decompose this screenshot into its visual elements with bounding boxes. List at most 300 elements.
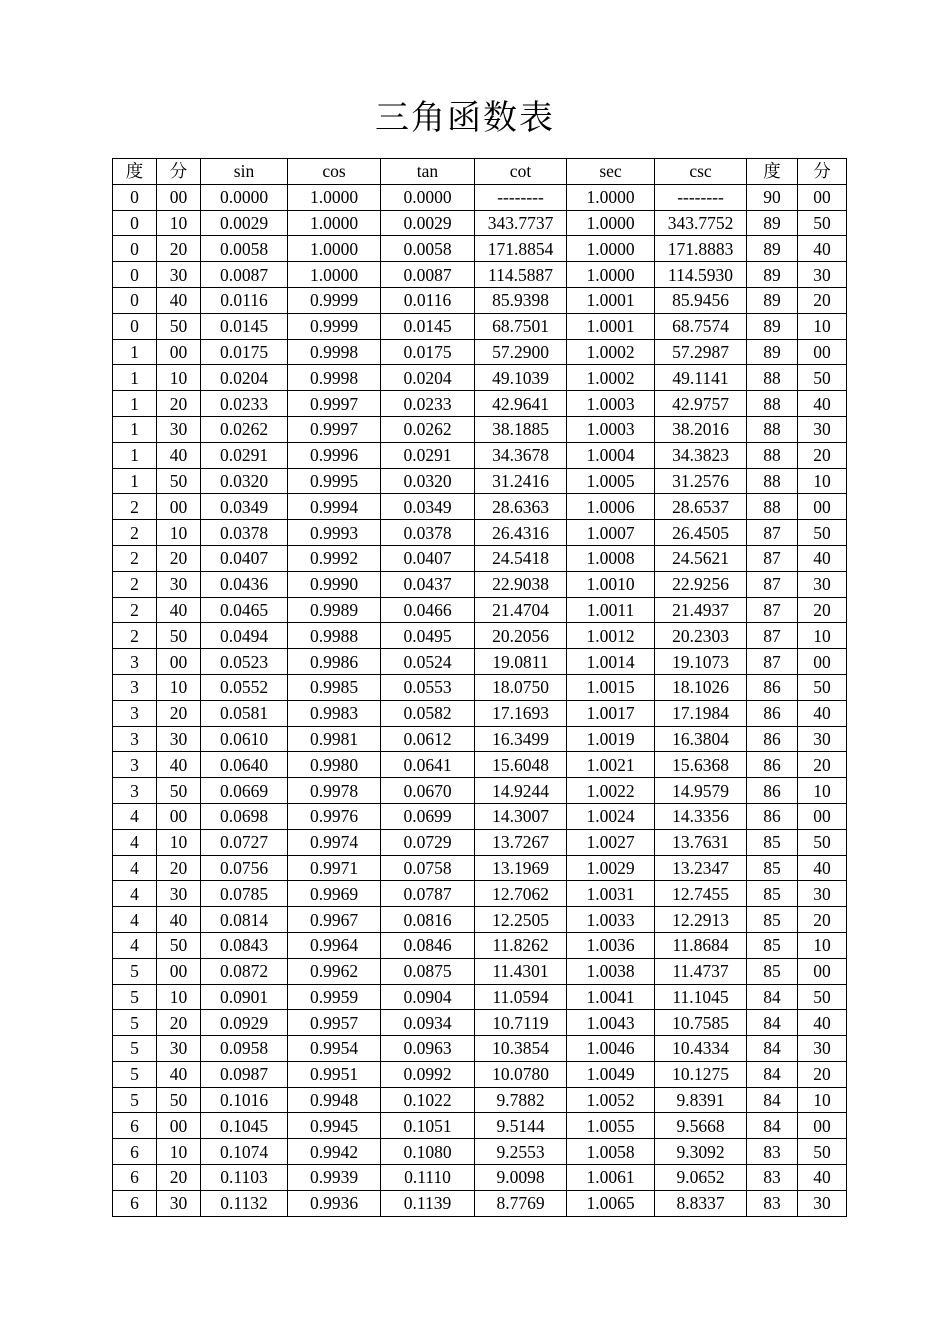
tan-cell: 0.0116 bbox=[381, 287, 475, 313]
cos-cell: 0.9948 bbox=[288, 1087, 381, 1113]
complement-degree-cell: 88 bbox=[747, 468, 798, 494]
sin-cell: 0.1045 bbox=[201, 1113, 288, 1139]
cot-cell: 9.5144 bbox=[475, 1113, 567, 1139]
minute-cell: 50 bbox=[157, 932, 201, 958]
minute-cell: 00 bbox=[157, 803, 201, 829]
complement-minute-cell: 40 bbox=[798, 236, 847, 262]
cot-cell: 10.7119 bbox=[475, 1010, 567, 1036]
minute-cell: 40 bbox=[157, 442, 201, 468]
table-row bbox=[113, 1087, 847, 1113]
sec-cell: 1.0029 bbox=[567, 855, 655, 881]
complement-degree-cell: 88 bbox=[747, 416, 798, 442]
cot-cell: 9.0098 bbox=[475, 1165, 567, 1191]
minute-cell: 30 bbox=[157, 571, 201, 597]
complement-degree-cell: 83 bbox=[747, 1139, 798, 1165]
complement-minute-cell: 30 bbox=[798, 1190, 847, 1216]
sin-cell: 0.0262 bbox=[201, 416, 288, 442]
minute-cell: 10 bbox=[157, 984, 201, 1010]
cot-cell: 57.2900 bbox=[475, 339, 567, 365]
minute-cell: 10 bbox=[157, 829, 201, 855]
tan-cell: 0.0087 bbox=[381, 262, 475, 288]
cot-cell: 16.3499 bbox=[475, 726, 567, 752]
degree-cell: 1 bbox=[113, 442, 157, 468]
complement-minute-cell: 10 bbox=[798, 468, 847, 494]
cot-cell: 17.1693 bbox=[475, 700, 567, 726]
complement-minute-cell: 50 bbox=[798, 829, 847, 855]
degree-cell: 5 bbox=[113, 958, 157, 984]
tan-cell: 0.0378 bbox=[381, 520, 475, 546]
degree-cell: 0 bbox=[113, 184, 157, 210]
sin-cell: 0.0552 bbox=[201, 674, 288, 700]
degree-cell: 2 bbox=[113, 571, 157, 597]
cos-cell: 0.9945 bbox=[288, 1113, 381, 1139]
cot-cell: 34.3678 bbox=[475, 442, 567, 468]
csc-cell: 13.2347 bbox=[655, 855, 747, 881]
cos-cell: 0.9997 bbox=[288, 416, 381, 442]
sec-cell: 1.0052 bbox=[567, 1087, 655, 1113]
tan-cell: 0.0758 bbox=[381, 855, 475, 881]
complement-degree-cell: 87 bbox=[747, 571, 798, 597]
cos-cell: 0.9998 bbox=[288, 339, 381, 365]
cos-cell: 0.9976 bbox=[288, 803, 381, 829]
sin-cell: 0.0029 bbox=[201, 210, 288, 236]
csc-cell: 11.8684 bbox=[655, 932, 747, 958]
table-row bbox=[113, 1139, 847, 1165]
complement-degree-cell: 87 bbox=[747, 545, 798, 571]
table-row bbox=[113, 365, 847, 391]
csc-cell: 9.5668 bbox=[655, 1113, 747, 1139]
table-row bbox=[113, 416, 847, 442]
tan-cell: 0.0495 bbox=[381, 623, 475, 649]
sin-cell: 0.0349 bbox=[201, 494, 288, 520]
complement-minute-cell: 20 bbox=[798, 287, 847, 313]
tan-cell: 0.0291 bbox=[381, 442, 475, 468]
table-row bbox=[113, 649, 847, 675]
minute-cell: 50 bbox=[157, 623, 201, 649]
csc-cell: 9.8391 bbox=[655, 1087, 747, 1113]
complement-minute-cell: 20 bbox=[798, 597, 847, 623]
csc-cell: 11.1045 bbox=[655, 984, 747, 1010]
degree-cell: 2 bbox=[113, 597, 157, 623]
table-row bbox=[113, 726, 847, 752]
csc-cell: 31.2576 bbox=[655, 468, 747, 494]
sec-cell: 1.0000 bbox=[567, 236, 655, 262]
minute-cell: 40 bbox=[157, 752, 201, 778]
csc-cell: 38.2016 bbox=[655, 416, 747, 442]
sec-cell: 1.0038 bbox=[567, 958, 655, 984]
csc-cell: 18.1026 bbox=[655, 674, 747, 700]
degree-cell: 6 bbox=[113, 1139, 157, 1165]
cos-cell: 0.9942 bbox=[288, 1139, 381, 1165]
csc-cell: 8.8337 bbox=[655, 1190, 747, 1216]
sin-cell: 0.0116 bbox=[201, 287, 288, 313]
sin-cell: 0.0581 bbox=[201, 700, 288, 726]
degree-cell: 3 bbox=[113, 752, 157, 778]
cos-cell: 0.9992 bbox=[288, 545, 381, 571]
table-row bbox=[113, 597, 847, 623]
complement-minute-cell: 00 bbox=[798, 494, 847, 520]
complement-minute-cell: 10 bbox=[798, 932, 847, 958]
sec-cell: 1.0027 bbox=[567, 829, 655, 855]
header-cos: cos bbox=[288, 159, 381, 185]
complement-minute-cell: 10 bbox=[798, 1087, 847, 1113]
csc-cell: 85.9456 bbox=[655, 287, 747, 313]
cot-cell: 19.0811 bbox=[475, 649, 567, 675]
cot-cell: 11.0594 bbox=[475, 984, 567, 1010]
table-row bbox=[113, 210, 847, 236]
degree-cell: 4 bbox=[113, 803, 157, 829]
tan-cell: 0.0145 bbox=[381, 313, 475, 339]
table-row bbox=[113, 1165, 847, 1191]
tan-cell: 0.0641 bbox=[381, 752, 475, 778]
sec-cell: 1.0043 bbox=[567, 1010, 655, 1036]
degree-cell: 5 bbox=[113, 1061, 157, 1087]
tan-cell: 0.0582 bbox=[381, 700, 475, 726]
sec-cell: 1.0003 bbox=[567, 391, 655, 417]
cos-cell: 0.9936 bbox=[288, 1190, 381, 1216]
complement-minute-cell: 30 bbox=[798, 571, 847, 597]
cot-cell: 11.8262 bbox=[475, 932, 567, 958]
header-minute: 分 bbox=[157, 159, 201, 185]
table-row bbox=[113, 442, 847, 468]
sin-cell: 0.0407 bbox=[201, 545, 288, 571]
cot-cell: 114.5887 bbox=[475, 262, 567, 288]
sec-cell: 1.0001 bbox=[567, 313, 655, 339]
sec-cell: 1.0001 bbox=[567, 287, 655, 313]
sec-cell: 1.0058 bbox=[567, 1139, 655, 1165]
cos-cell: 0.9999 bbox=[288, 313, 381, 339]
cot-cell: 8.7769 bbox=[475, 1190, 567, 1216]
degree-cell: 3 bbox=[113, 726, 157, 752]
csc-cell: 10.7585 bbox=[655, 1010, 747, 1036]
sec-cell: 1.0006 bbox=[567, 494, 655, 520]
sin-cell: 0.0669 bbox=[201, 778, 288, 804]
sec-cell: 1.0036 bbox=[567, 932, 655, 958]
complement-minute-cell: 30 bbox=[798, 416, 847, 442]
cot-cell: 10.0780 bbox=[475, 1061, 567, 1087]
cot-cell: -------- bbox=[475, 184, 567, 210]
csc-cell: 49.1141 bbox=[655, 365, 747, 391]
sec-cell: 1.0065 bbox=[567, 1190, 655, 1216]
tan-cell: 0.0320 bbox=[381, 468, 475, 494]
cos-cell: 0.9939 bbox=[288, 1165, 381, 1191]
complement-minute-cell: 30 bbox=[798, 881, 847, 907]
table-row bbox=[113, 700, 847, 726]
table-row bbox=[113, 958, 847, 984]
complement-degree-cell: 84 bbox=[747, 984, 798, 1010]
sec-cell: 1.0008 bbox=[567, 545, 655, 571]
tan-cell: 0.0349 bbox=[381, 494, 475, 520]
complement-degree-cell: 84 bbox=[747, 1061, 798, 1087]
degree-cell: 5 bbox=[113, 1036, 157, 1062]
cos-cell: 0.9985 bbox=[288, 674, 381, 700]
csc-cell: 20.2303 bbox=[655, 623, 747, 649]
sin-cell: 0.0987 bbox=[201, 1061, 288, 1087]
degree-cell: 3 bbox=[113, 649, 157, 675]
cot-cell: 15.6048 bbox=[475, 752, 567, 778]
sin-cell: 0.0814 bbox=[201, 907, 288, 933]
cos-cell: 0.9951 bbox=[288, 1061, 381, 1087]
cot-cell: 26.4316 bbox=[475, 520, 567, 546]
complement-minute-cell: 30 bbox=[798, 1036, 847, 1062]
sec-cell: 1.0017 bbox=[567, 700, 655, 726]
cot-cell: 38.1885 bbox=[475, 416, 567, 442]
tan-cell: 0.0612 bbox=[381, 726, 475, 752]
sin-cell: 0.0929 bbox=[201, 1010, 288, 1036]
cos-cell: 1.0000 bbox=[288, 210, 381, 236]
cos-cell: 0.9971 bbox=[288, 855, 381, 881]
sin-cell: 0.0785 bbox=[201, 881, 288, 907]
complement-degree-cell: 86 bbox=[747, 778, 798, 804]
cos-cell: 0.9980 bbox=[288, 752, 381, 778]
degree-cell: 4 bbox=[113, 829, 157, 855]
minute-cell: 10 bbox=[157, 1139, 201, 1165]
sin-cell: 0.0378 bbox=[201, 520, 288, 546]
complement-degree-cell: 89 bbox=[747, 339, 798, 365]
tan-cell: 0.0934 bbox=[381, 1010, 475, 1036]
minute-cell: 10 bbox=[157, 674, 201, 700]
table-row bbox=[113, 571, 847, 597]
complement-minute-cell: 50 bbox=[798, 365, 847, 391]
degree-cell: 2 bbox=[113, 520, 157, 546]
complement-minute-cell: 20 bbox=[798, 1061, 847, 1087]
table-row bbox=[113, 778, 847, 804]
table-row bbox=[113, 545, 847, 571]
cos-cell: 0.9986 bbox=[288, 649, 381, 675]
minute-cell: 40 bbox=[157, 907, 201, 933]
tan-cell: 0.0058 bbox=[381, 236, 475, 262]
table-row bbox=[113, 1036, 847, 1062]
table-row bbox=[113, 339, 847, 365]
complement-degree-cell: 89 bbox=[747, 262, 798, 288]
minute-cell: 20 bbox=[157, 855, 201, 881]
sin-cell: 0.1016 bbox=[201, 1087, 288, 1113]
table-row bbox=[113, 1113, 847, 1139]
complement-degree-cell: 88 bbox=[747, 494, 798, 520]
sin-cell: 0.0901 bbox=[201, 984, 288, 1010]
sec-cell: 1.0004 bbox=[567, 442, 655, 468]
table-row bbox=[113, 287, 847, 313]
sec-cell: 1.0000 bbox=[567, 184, 655, 210]
table-row bbox=[113, 984, 847, 1010]
sec-cell: 1.0014 bbox=[567, 649, 655, 675]
complement-degree-cell: 86 bbox=[747, 803, 798, 829]
cot-cell: 22.9038 bbox=[475, 571, 567, 597]
cot-cell: 28.6363 bbox=[475, 494, 567, 520]
cot-cell: 12.2505 bbox=[475, 907, 567, 933]
sin-cell: 0.0058 bbox=[201, 236, 288, 262]
csc-cell: 13.7631 bbox=[655, 829, 747, 855]
complement-minute-cell: 00 bbox=[798, 803, 847, 829]
complement-minute-cell: 00 bbox=[798, 339, 847, 365]
complement-degree-cell: 86 bbox=[747, 700, 798, 726]
sec-cell: 1.0019 bbox=[567, 726, 655, 752]
sin-cell: 0.0698 bbox=[201, 803, 288, 829]
csc-cell: 9.3092 bbox=[655, 1139, 747, 1165]
tan-cell: 0.1022 bbox=[381, 1087, 475, 1113]
csc-cell: 68.7574 bbox=[655, 313, 747, 339]
minute-cell: 00 bbox=[157, 958, 201, 984]
degree-cell: 0 bbox=[113, 236, 157, 262]
cos-cell: 0.9998 bbox=[288, 365, 381, 391]
degree-cell: 6 bbox=[113, 1113, 157, 1139]
table-row bbox=[113, 1010, 847, 1036]
csc-cell: 14.9579 bbox=[655, 778, 747, 804]
table-row bbox=[113, 468, 847, 494]
cot-cell: 18.0750 bbox=[475, 674, 567, 700]
complement-degree-cell: 89 bbox=[747, 313, 798, 339]
csc-cell: 15.6368 bbox=[655, 752, 747, 778]
minute-cell: 20 bbox=[157, 700, 201, 726]
cot-cell: 10.3854 bbox=[475, 1036, 567, 1062]
complement-degree-cell: 85 bbox=[747, 855, 798, 881]
degree-cell: 4 bbox=[113, 881, 157, 907]
sec-cell: 1.0022 bbox=[567, 778, 655, 804]
tan-cell: 0.0816 bbox=[381, 907, 475, 933]
sec-cell: 1.0005 bbox=[567, 468, 655, 494]
csc-cell: 34.3823 bbox=[655, 442, 747, 468]
sec-cell: 1.0002 bbox=[567, 339, 655, 365]
sec-cell: 1.0046 bbox=[567, 1036, 655, 1062]
complement-degree-cell: 84 bbox=[747, 1010, 798, 1036]
tan-cell: 0.0875 bbox=[381, 958, 475, 984]
table-row bbox=[113, 1061, 847, 1087]
cot-cell: 14.3007 bbox=[475, 803, 567, 829]
cos-cell: 0.9990 bbox=[288, 571, 381, 597]
sin-cell: 0.0523 bbox=[201, 649, 288, 675]
complement-degree-cell: 89 bbox=[747, 287, 798, 313]
sec-cell: 1.0015 bbox=[567, 674, 655, 700]
complement-degree-cell: 83 bbox=[747, 1190, 798, 1216]
degree-cell: 0 bbox=[113, 210, 157, 236]
minute-cell: 40 bbox=[157, 1061, 201, 1087]
tan-cell: 0.1080 bbox=[381, 1139, 475, 1165]
csc-cell: 24.5621 bbox=[655, 545, 747, 571]
degree-cell: 3 bbox=[113, 778, 157, 804]
cot-cell: 343.7737 bbox=[475, 210, 567, 236]
sec-cell: 1.0031 bbox=[567, 881, 655, 907]
complement-degree-cell: 89 bbox=[747, 210, 798, 236]
sec-cell: 1.0049 bbox=[567, 1061, 655, 1087]
cos-cell: 0.9996 bbox=[288, 442, 381, 468]
csc-cell: 16.3804 bbox=[655, 726, 747, 752]
sin-cell: 0.0087 bbox=[201, 262, 288, 288]
complement-degree-cell: 83 bbox=[747, 1165, 798, 1191]
cot-cell: 68.7501 bbox=[475, 313, 567, 339]
table-row bbox=[113, 623, 847, 649]
header-row bbox=[113, 159, 847, 185]
sec-cell: 1.0000 bbox=[567, 262, 655, 288]
sec-cell: 1.0061 bbox=[567, 1165, 655, 1191]
complement-degree-cell: 86 bbox=[747, 752, 798, 778]
tan-cell: 0.0262 bbox=[381, 416, 475, 442]
complement-minute-cell: 00 bbox=[798, 958, 847, 984]
minute-cell: 00 bbox=[157, 339, 201, 365]
complement-minute-cell: 40 bbox=[798, 1165, 847, 1191]
csc-cell: 10.1275 bbox=[655, 1061, 747, 1087]
complement-minute-cell: 20 bbox=[798, 907, 847, 933]
csc-cell: 12.2913 bbox=[655, 907, 747, 933]
cos-cell: 1.0000 bbox=[288, 236, 381, 262]
tan-cell: 0.0904 bbox=[381, 984, 475, 1010]
minute-cell: 20 bbox=[157, 1165, 201, 1191]
tan-cell: 0.1051 bbox=[381, 1113, 475, 1139]
complement-minute-cell: 40 bbox=[798, 700, 847, 726]
csc-cell: 10.4334 bbox=[655, 1036, 747, 1062]
header-sin: sin bbox=[201, 159, 288, 185]
cot-cell: 31.2416 bbox=[475, 468, 567, 494]
cot-cell: 49.1039 bbox=[475, 365, 567, 391]
csc-cell: 28.6537 bbox=[655, 494, 747, 520]
complement-degree-cell: 85 bbox=[747, 881, 798, 907]
page-title: 三角函数表 bbox=[375, 100, 555, 137]
cot-cell: 85.9398 bbox=[475, 287, 567, 313]
sin-cell: 0.0436 bbox=[201, 571, 288, 597]
sec-cell: 1.0055 bbox=[567, 1113, 655, 1139]
table-row bbox=[113, 520, 847, 546]
csc-cell: 26.4505 bbox=[655, 520, 747, 546]
tan-cell: 0.0553 bbox=[381, 674, 475, 700]
complement-minute-cell: 00 bbox=[798, 649, 847, 675]
complement-minute-cell: 10 bbox=[798, 778, 847, 804]
header-sec: sec bbox=[567, 159, 655, 185]
complement-minute-cell: 50 bbox=[798, 674, 847, 700]
csc-cell: 19.1073 bbox=[655, 649, 747, 675]
minute-cell: 40 bbox=[157, 287, 201, 313]
cos-cell: 0.9997 bbox=[288, 391, 381, 417]
minute-cell: 30 bbox=[157, 1036, 201, 1062]
csc-cell: 17.1984 bbox=[655, 700, 747, 726]
table-row bbox=[113, 184, 847, 210]
complement-degree-cell: 90 bbox=[747, 184, 798, 210]
sin-cell: 0.0320 bbox=[201, 468, 288, 494]
sec-cell: 1.0033 bbox=[567, 907, 655, 933]
sin-cell: 0.1074 bbox=[201, 1139, 288, 1165]
minute-cell: 20 bbox=[157, 391, 201, 417]
cos-cell: 1.0000 bbox=[288, 184, 381, 210]
csc-cell: 12.7455 bbox=[655, 881, 747, 907]
sin-cell: 0.0000 bbox=[201, 184, 288, 210]
tan-cell: 0.0670 bbox=[381, 778, 475, 804]
sin-cell: 0.0727 bbox=[201, 829, 288, 855]
degree-cell: 4 bbox=[113, 932, 157, 958]
tan-cell: 0.0204 bbox=[381, 365, 475, 391]
complement-minute-cell: 40 bbox=[798, 391, 847, 417]
sin-cell: 0.0204 bbox=[201, 365, 288, 391]
minute-cell: 50 bbox=[157, 313, 201, 339]
complement-minute-cell: 50 bbox=[798, 210, 847, 236]
complement-minute-cell: 50 bbox=[798, 520, 847, 546]
degree-cell: 1 bbox=[113, 468, 157, 494]
minute-cell: 10 bbox=[157, 365, 201, 391]
cot-cell: 13.1969 bbox=[475, 855, 567, 881]
table-row bbox=[113, 907, 847, 933]
minute-cell: 00 bbox=[157, 1113, 201, 1139]
complement-degree-cell: 87 bbox=[747, 649, 798, 675]
degree-cell: 5 bbox=[113, 1010, 157, 1036]
minute-cell: 30 bbox=[157, 1190, 201, 1216]
cos-cell: 0.9969 bbox=[288, 881, 381, 907]
cos-cell: 0.9962 bbox=[288, 958, 381, 984]
tan-cell: 0.1139 bbox=[381, 1190, 475, 1216]
sin-cell: 0.0465 bbox=[201, 597, 288, 623]
sin-cell: 0.0175 bbox=[201, 339, 288, 365]
sec-cell: 1.0021 bbox=[567, 752, 655, 778]
sin-cell: 0.0233 bbox=[201, 391, 288, 417]
cot-cell: 171.8854 bbox=[475, 236, 567, 262]
cos-cell: 0.9989 bbox=[288, 597, 381, 623]
trig-table bbox=[112, 158, 847, 1217]
